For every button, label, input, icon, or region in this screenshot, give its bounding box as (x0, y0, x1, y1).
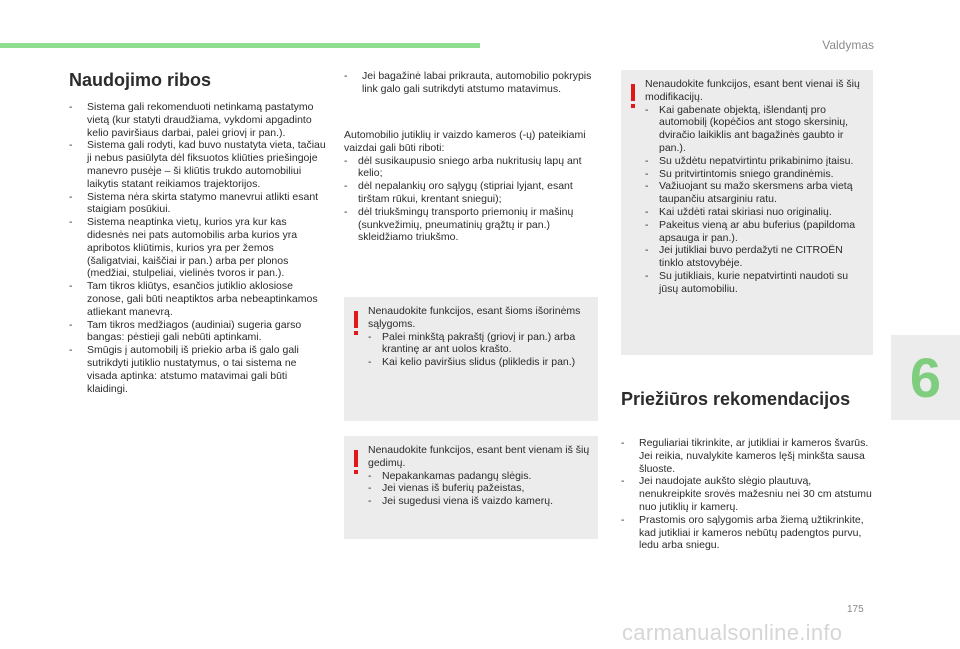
warning-exclamation-icon (631, 84, 635, 101)
chapter-tab (891, 335, 960, 420)
header-accent-bar (0, 43, 480, 48)
warning-lead: Nenaudokite funkcijos, esant bent vienai iš šių modifikacijų. (645, 78, 860, 103)
section-title: Valdymas (822, 38, 874, 52)
warning-list (368, 331, 590, 369)
list-item: - Su pritvirtintomis sniego grandinėmis. (645, 168, 865, 181)
warning-exclamation-dot (354, 470, 358, 474)
warning-exclamation-icon (354, 311, 358, 328)
list-item: - Nepakankamas padangų slėgis. (368, 470, 590, 483)
list-item: - Sistema gali rodyti, kad buvo nustatyta vieta, tačiau ji nebus pasiūlyta dėl fiksuotos kliūties priešingoje manevro pusėje – ši kliūtis trukdo automobiliui laikytis statant reikiamos trajektorijos. (69, 139, 327, 190)
list-item: - Kai kelio paviršius slidus (plikledis ir pan.) (368, 356, 590, 369)
warning-box-external-conditions (344, 297, 598, 421)
usage-limits-list (69, 101, 327, 395)
sensor-limits-lead: Automobilio jutiklių ir vaizdo kameros (-ų) pateikiami vaizdai gali būti riboti: (344, 129, 586, 154)
list-item: - Reguliariai tikrinkite, ar jutikliai ir kameros švarūs. Jei reikia, nuvalykite kameros lęšį minkšta sausa šluoste. (621, 437, 875, 475)
sensor-limits-list (344, 155, 600, 245)
list-item: - Sistema gali rekomenduoti netinkamą pastatymo vietą (kur statyti draudžiama, vykdomi apgadinto kelio paviršiaus darbai, palei griovį ir pan.). (69, 101, 327, 139)
warning-exclamation-dot (354, 331, 358, 335)
list-item: - Sistema nėra skirta statymo manevrui atlikti esant staigiam posūkiui. (69, 191, 327, 217)
list-item: - Jei sugedusi viena iš vaizdo kamerų. (368, 495, 590, 508)
trunk-load-list (344, 70, 600, 96)
list-item: - dėl nepalankių oro sąlygų (stipriai lyjant, esant tirštam rūkui, krentant sniegui); (344, 180, 600, 206)
warning-lead: Nenaudokite funkcijos, esant šioms išorinėms sąlygoms. (368, 305, 581, 330)
list-item: - Jei naudojate aukšto slėgio plautuvą, nenukreipkite srovės mažesniu nei 30 cm atstumu nuo jutiklių ir kamerų. (621, 475, 875, 513)
list-item: - Pakeitus vieną ar abu buferius (papildoma apsauga ir pan.). (645, 219, 865, 245)
list-item: - Tam tikros medžiagos (audiniai) sugeria garso bangas: pėstieji gali nebūti aptinkami. (69, 319, 327, 345)
list-item: - Kai gabenate objektą, išlendantį pro automobilį (kopėčios ant stogo skersinių, dviračio laikiklis ant bagažinės gaubto ir pan.). (645, 104, 865, 155)
usage-limits-heading: Naudojimo ribos (69, 70, 212, 90)
list-item: - Sistema neaptinka vietų, kurios yra kur kas didesnės nei pats automobilis arba kurios yra apribotos kliūtimis, kurios yra per žemos (šaligatviai, kaiščiai ir pan.) arba per plonos (medžiai, stulpeliai, vielinės tvoros ir pan.). (69, 216, 327, 280)
warning-list (368, 470, 590, 508)
list-item: - Kai uždėti ratai skiriasi nuo originalių. (645, 206, 865, 219)
watermark: carmanualsonline.info (622, 620, 843, 645)
list-item: - Važiuojant su mažo skersmens arba vietą taupančiu atsarginiu ratu. (645, 180, 865, 206)
warning-list (645, 104, 865, 296)
maintenance-heading: Priežiūros rekomendacijos (621, 389, 851, 409)
list-item: - Jei bagažinė labai prikrauta, automobilio pokrypis link galo gali sutrikdyti atstumo matavimus. (344, 70, 600, 96)
warning-exclamation-dot (631, 104, 635, 108)
warning-box-faults (344, 436, 598, 539)
maintenance-list (621, 437, 875, 552)
list-item: - Prastomis oro sąlygomis arba žiemą užtikrinkite, kad jutikliai ir kameros nebūtų padengtos purvu, ledu arba sniegu. (621, 514, 875, 552)
list-item: - Su jutikliais, kurie nepatvirtinti naudoti su jūsų automobiliu. (645, 270, 865, 296)
list-item: - dėl susikaupusio sniego arba nukritusių lapų ant kelio; (344, 155, 600, 181)
list-item: - Su uždėtu nepatvirtintu prikabinimo įtaisu. (645, 155, 865, 168)
list-item: - Jei vienas iš buferių pažeistas, (368, 482, 590, 495)
list-item: - Tam tikros kliūtys, esančios jutiklio aklosiose zonose, gali būti neaptiktos arba nebeaptinkamos atliekant manevrą. (69, 280, 327, 318)
list-item: - Palei minkštą pakraštį (griovį ir pan.) arba krantinę ar ant uolos krašto. (368, 331, 590, 357)
list-item: - dėl triukšmingų transporto priemonių ir mašinų (sunkvežimių, pneumatinių grąžtų ir pan.) skleidžiamo triukšmo. (344, 206, 600, 244)
warning-lead: Nenaudokite funkcijos, esant bent vienam iš šių gedimų. (368, 444, 590, 469)
page-number: 175 (847, 604, 864, 615)
list-item: - Jei jutikliai buvo perdažyti ne CITROËN tinklo atstovybėje. (645, 244, 865, 270)
warning-exclamation-icon (354, 450, 358, 467)
chapter-number: 6 (909, 346, 942, 409)
sensor-limits-block (344, 129, 600, 244)
warning-box-modifications (621, 70, 873, 355)
list-item: - Smūgis į automobilį iš priekio arba iš galo gali sutrikdyti jutiklio nustatymus, o tai sistema ne visada aptinka: atstumo matavimai gali būti klaidingi. (69, 344, 327, 395)
